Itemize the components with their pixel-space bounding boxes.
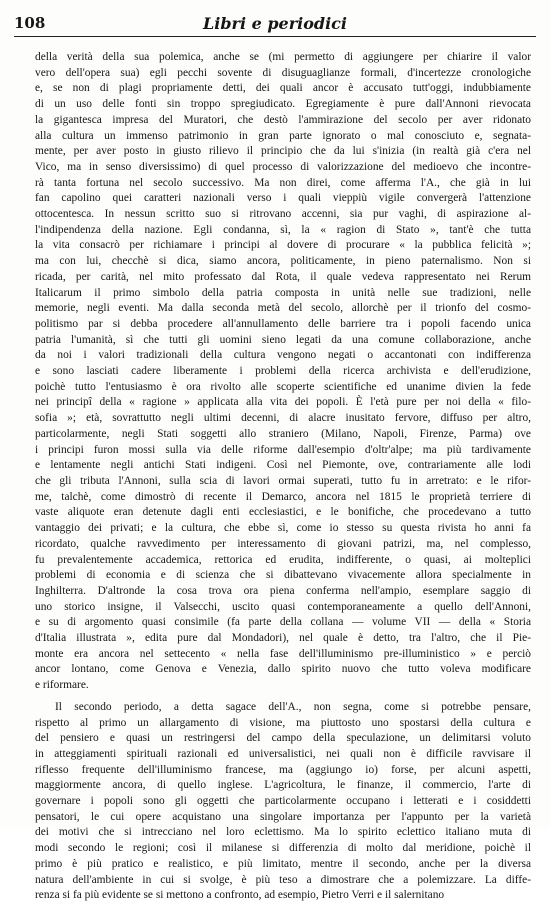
- text-line: governare i popoli sono gli oggetti che particolarmente occupano i letterati e i cosiddetti: [35, 795, 531, 808]
- text-line: patria l'umanità, sì che tutti gli uomini sieno legati da una comune collaborazione, anche: [35, 333, 531, 346]
- text-line: del pensiero e quasi un restringersi del campo della speculazione, un delimitarsi voluto: [35, 732, 531, 745]
- text-line: e, se non di plagi propriamente detti, dei quali ancor è accusato tutt'oggi, indubbiamente: [35, 82, 531, 95]
- text-line: nei principî della « ragione » applicata alla vita dei popoli. È l'età pure per noi della « filo-: [35, 396, 531, 409]
- text-line: ricordato, qualche ravvedimento per interessamento di giovani patrizi, ma, nel complesso,: [35, 537, 531, 550]
- paragraph-2: [35, 700, 531, 904]
- page-number: 108: [14, 14, 46, 32]
- text-line: Vico, ma in senso diversissimo) di quel processo di valorizzazione del medioevo che incontre-: [35, 160, 531, 173]
- text-line: memorie, negli eventi. Ma dalla seconda metà del secolo, allorchè per il trionfo del cosmo-: [35, 302, 531, 315]
- text-line: e lentamente negli antichi Stati indigeni. Così nel Piemonte, ove, contrariamente alle lodi: [35, 459, 531, 472]
- text-line: problemi di economia e di scienza che si dibattevano vivacemente allora specialmente in: [35, 569, 531, 582]
- text-line: natura dell'ambiente in cui si svolge, è più teso a dimostrare che a polemizzare. La diffe-: [35, 873, 531, 886]
- text-line: Inghilterra. D'altronde la cosa trova ora piena conferma nell'ampio, esemplare saggio di: [35, 584, 531, 597]
- text-line: uno storico insigne, il Valsecchi, uscito quasi contemporaneamente a quello dell'Annoni,: [35, 600, 531, 613]
- paragraph-1: [35, 50, 531, 694]
- text-line: riflesso frequente dell'illuminismo francese, ma (aggiungo io) forse, per alcuni aspetti,: [35, 763, 531, 776]
- text-line: e riformare.: [35, 679, 89, 692]
- text-line: me, talchè, come dimostrò di recente il Demarco, ancora nel 1815 le proprietà terriere di: [35, 490, 531, 503]
- text-line: ottocentesca. In nessun scritto suo si ritrovano accenni, sia pur vaghi, di aspirazione al-: [35, 208, 531, 221]
- text-line: e sono lasciati cadere liberamente i problemi della ricerca archivista e dell'erudizione,: [35, 365, 531, 378]
- text-line: vaste aliquote eran detenute dagli enti ecclesiastici, e le bonifiche, che procedevano a tutto: [35, 506, 531, 519]
- text-line: modi secondo le regioni; così il milanese si differenzia di molto dal meridione, poichè il: [35, 842, 531, 855]
- text-line: di un uso delle fonti sin troppo spregiudicato. Egregiamente è pure dall'Annoni rievocata: [35, 98, 531, 111]
- text-line: ricada, per carità, nel mito professato dal Rota, il quale vedeva rappresentato nei Rerum: [35, 270, 531, 283]
- text-line: fan capolino quei caratteri nazionali verso i quali vieppiù vigile convergerà l'attenzione: [35, 192, 531, 205]
- text-line: renza si fa più evidente se si mettono a confronto, ad esempio, Pietro Verri e il salernitano: [35, 889, 445, 902]
- text-line: rà tanta fortuna nel secolo successivo. Ma non direi, come afferma l'A., che già in lui: [35, 176, 531, 189]
- text-line: mente, per aver posto in giusto rilievo il principio che da lui s'inizia (in realtà già c'era nel: [35, 145, 531, 158]
- text-line: della verità della sua polemica, anche se (mi permetto di aggiungere per chiarire il valor: [35, 51, 531, 63]
- running-title: Libri e periodici: [203, 14, 347, 33]
- text-line: la gigantesca impresa del Muratori, che destò l'ammirazione del secolo per aver ridonato: [35, 113, 531, 126]
- text-line: Italicarum il primo simbolo della patria composta in unità nelle sue tradizioni, nelle: [35, 286, 531, 299]
- text-line: vantaggio dei privati; e la cultura, che ebbe sì, come io stesso su questa rivista ho anni fa: [35, 522, 531, 535]
- text-line: rispetto al primo un allargamento di visione, ma piuttosto uno spostarsi della cultura e: [35, 716, 531, 729]
- text-line: ma con lui, checchè si dica, siamo ancora, politicamente, in pieno paternalismo. Non si: [35, 255, 531, 268]
- text-line: poichè tutto l'entusiasmo è ora rivolto alle scoperte scientifiche ed unanime divien la fede: [35, 380, 531, 393]
- text-line: sofia »; età, sovrattutto negli ultimi decenni, di alacre inusitato fervore, diffuso per altro,: [35, 412, 531, 425]
- text-line: ancor lontano, come Genova e Venezia, dallo spirito nuovo che tutto voleva modificare: [35, 663, 531, 676]
- text-line: d'Italia illustrata », edita pure dal Mondadori), nel quale è detto, tra l'altro, che il Pie-: [35, 632, 531, 645]
- text-line: i principi furon mossi sulla via delle riforme dall'esempio d'oltr'alpe; ma più tardivamente: [35, 443, 531, 456]
- text-line: vero dell'opera sua) egli pecchi sovente di disuguaglianze formali, d'incertezze cronologiche: [35, 66, 531, 79]
- text-line: l'indipendenza della nazione. Egli condanna, sì, la « ragion di Stato », tant'è che tutta: [35, 223, 531, 236]
- text-line: monte era ancora nel settecento « nella fase dell'illuminismo pre-illuministico » e perciò: [35, 647, 531, 660]
- body-text: [35, 50, 531, 904]
- page-header: [14, 14, 536, 37]
- text-line: politismo par si debba procedere all'annullamento delle barriere tra i popoli facendo unica: [35, 317, 531, 330]
- text-line: fu prevalentemente accademica, rettorica ed erudita, indifferente, o quasi, ai molteplici: [35, 553, 531, 566]
- text-line: da noi i valori tradizionali della cultura vengono negati o accantonati con indifferenza: [35, 349, 531, 362]
- text-line: in atteggiamenti spirituali razionali ed universalistici, nei quali non è difficile ravvisare il: [35, 747, 531, 760]
- text-line: maggiormente ancora, di quello inglese. L'agricoltura, le finanze, il commercio, l'arte di: [35, 779, 531, 792]
- text-line: dei motivi che si intrecciano nel loro eclettismo. Ma lo spirito eclettico italiano muta di: [35, 826, 531, 839]
- text-line: Il secondo periodo, a detta sagace dell'A., non segna, come si potrebbe pensare,: [55, 700, 531, 713]
- text-line: particolarmente, negli Stati soggetti allo straniero (Milano, Napoli, Firenze, Parma) ove: [35, 427, 531, 440]
- text-line: pensatori, le cui opere acquistano una singolare importanza per l'appunto per la varietà: [35, 810, 531, 823]
- text-line: primo è più pratico e realistico, e più limitato, mentre il secondo, anche per la diversa: [35, 857, 531, 870]
- text-line: che gli tributa l'Annoni, sulla scia di lavori ormai superati, tutto fu in arretrato: e le rifor-: [35, 474, 531, 487]
- text-line: alla cultura un immenso patrimonio in gran parte ignorato o mal conosciuto e, segnata-: [35, 129, 531, 142]
- text-line: la vita consacrò per richiamare i principi al dovere di procurare « la pubblica felicità »;: [35, 239, 531, 252]
- text-line: e su di argomento quasi consimile (fa parte della collana — volume VII — della « Storia: [35, 616, 531, 629]
